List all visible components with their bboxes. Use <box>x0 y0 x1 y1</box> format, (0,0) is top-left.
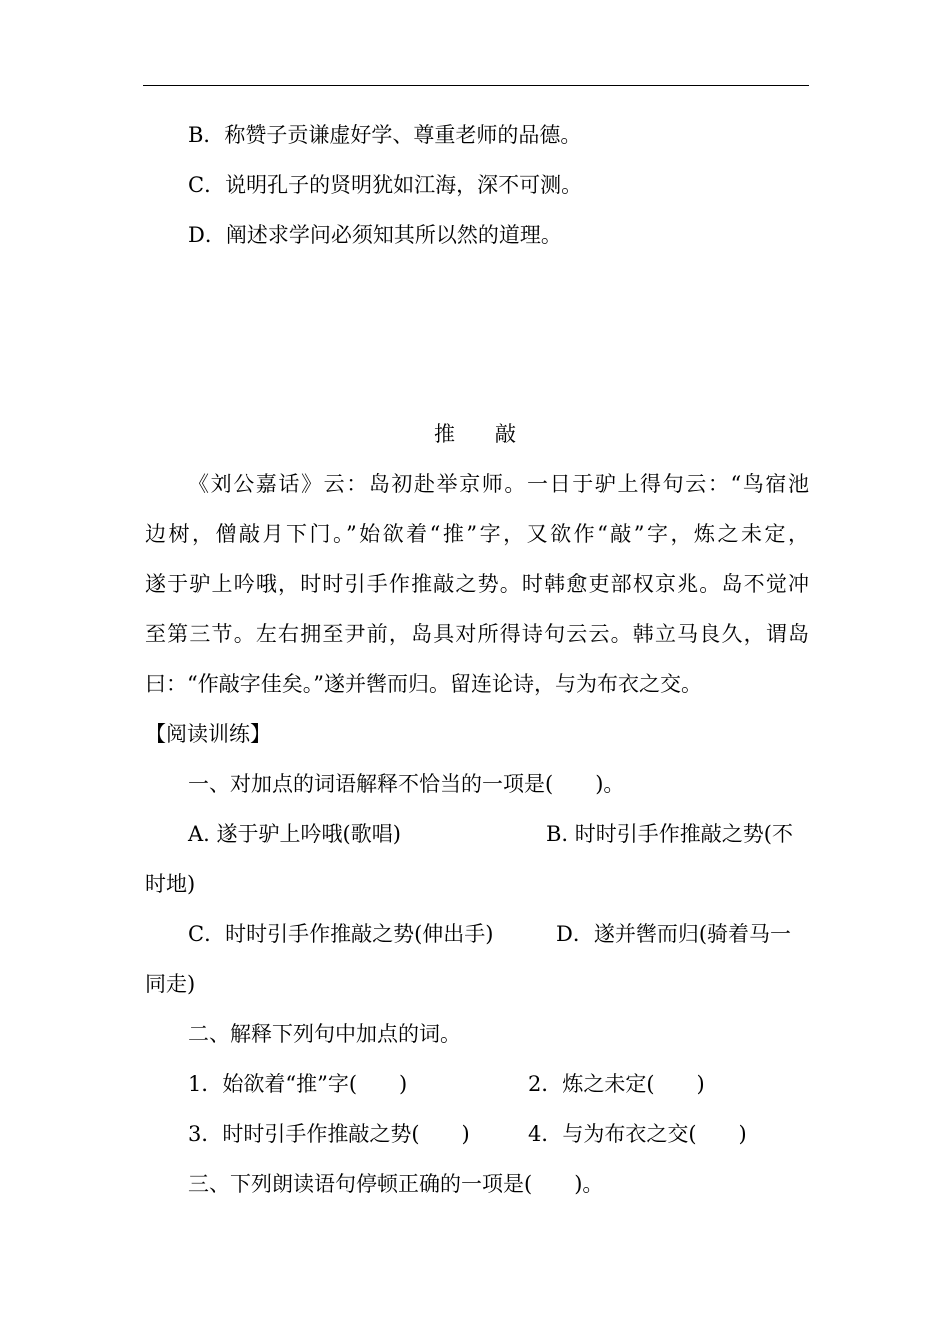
q1-stem: 一、对加点的词语解释不恰当的一项是( )。 <box>188 772 625 796</box>
header-rule <box>143 85 809 86</box>
q1-option-b-line2: 时地) <box>145 872 196 896</box>
q1-option-c: C．时时引手作推敲之势(伸出手) <box>188 922 494 946</box>
article-title <box>0 419 950 449</box>
title-char-2: 敲 <box>495 422 516 446</box>
article-line-4: 至第三节。左右拥至尹前，岛具对所得诗句云云。韩立马良久，谓岛 <box>145 622 809 646</box>
q2-item-3: 3．时时引手作推敲之势( ) <box>188 1122 470 1146</box>
option-b-prev: B．称赞子贡谦虚好学、尊重老师的品德。 <box>188 123 582 147</box>
q2-item-1: 1．始欲着“推”字( ) <box>188 1072 408 1096</box>
article-line-2: 边树，僧敲月下门。”始欲着“推”字，又欲作“敲”字，炼之未定， <box>145 522 809 546</box>
q2-item-4: 4．与为布衣之交( ) <box>528 1122 747 1146</box>
q3-stem: 三、下列朗读语句停顿正确的一项是( )。 <box>188 1172 604 1196</box>
q2-stem: 二、解释下列句中加点的词。 <box>188 1022 461 1046</box>
q1-option-d-line2: 同走) <box>145 972 196 996</box>
title-char-1: 推 <box>434 422 455 446</box>
article-line-5: 曰：“作敲字佳矣。”遂并辔而归。留连论诗，与为布衣之交。 <box>145 672 702 696</box>
q1-option-a: A. 遂于驴上吟哦(歌唱) <box>188 822 401 846</box>
q2-item-2: 2．炼之未定( ) <box>528 1072 705 1096</box>
training-heading: 【阅读训练】 <box>145 722 271 746</box>
article-line-3: 遂于驴上吟哦，时时引手作推敲之势。时韩愈吏部权京兆。岛不觉冲 <box>145 572 809 596</box>
option-d-prev: D．阐述求学问必须知其所以然的道理。 <box>188 223 562 247</box>
option-c-prev: C．说明孔子的贤明犹如江海，深不可测。 <box>188 173 583 197</box>
q1-option-d-line1: D．遂并辔而归(骑着马一 <box>556 922 792 946</box>
article-line-1: 《刘公嘉话》云：岛初赴举京师。一日于驴上得句云：“鸟宿池 <box>188 472 809 496</box>
q1-option-b-line1: B. 时时引手作推敲之势(不 <box>546 822 793 846</box>
